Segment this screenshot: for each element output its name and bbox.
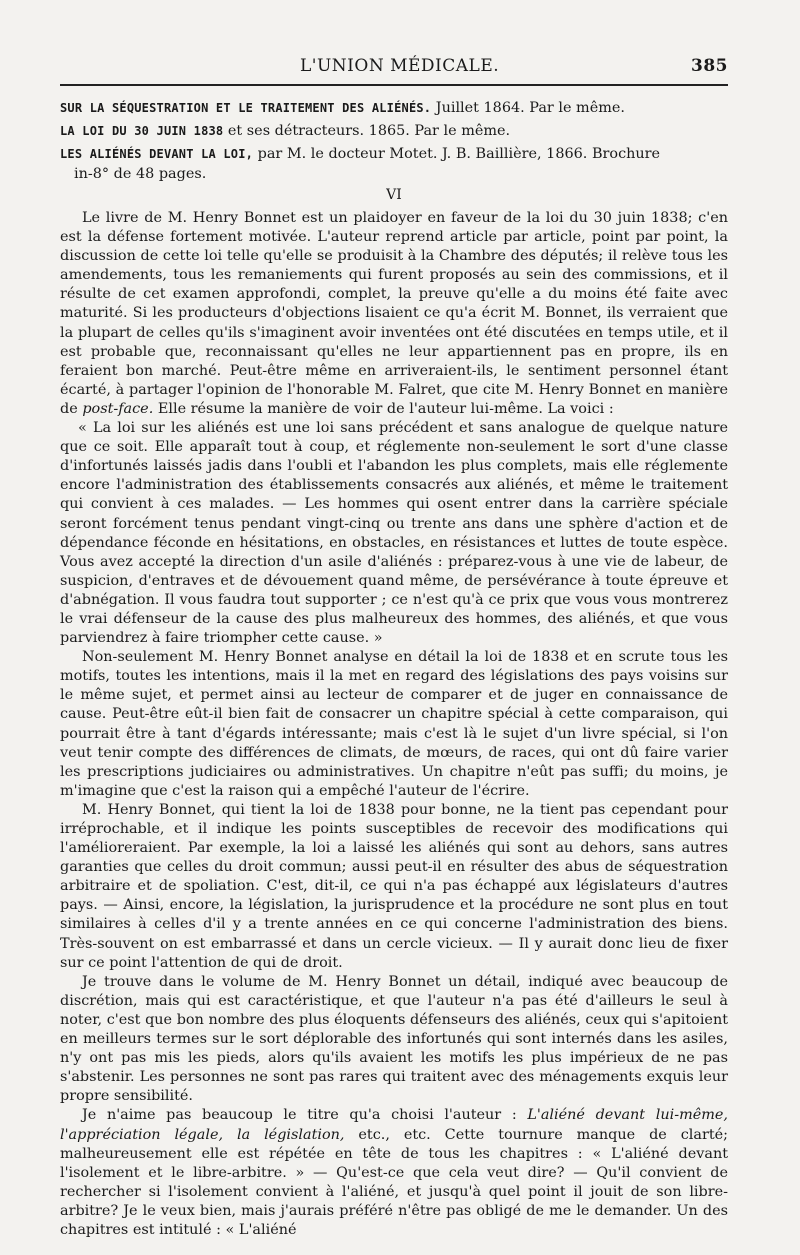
- page-number: 385: [691, 56, 728, 76]
- paragraph: M. Henry Bonnet, qui tient la loi de 1838 pour bonne, ne la tient pas cependant pour irréprochable, et il indique les points susceptibles de recevoir des modifications qui l'amélioreraient. Par exemple, la loi a laissé les aliénés qui sont au dehors, sans autres garanties que celles du droit commun; aussi peut-il en résulter des abus de séquestration arbitraire et de spoliation. C'est, dit-il, ce qui n'a pas échappé aux législateurs d'autres pays. — Ainsi, encore, la législation, la jurisprudence et la procédure ne sont plus en tout similaires à celles d'il y a trente années en ce qui concerne l'administration des biens. Très-souvent on est embarrassé et dans un cercle vicieux. — Il y aurait donc lieu de fixer sur ce point l'attention de qui de droit.: [60, 801, 728, 971]
- bibliography-list: [60, 98, 728, 184]
- header-rule: [60, 84, 728, 86]
- running-header: [60, 52, 728, 82]
- paragraph: Le livre de M. Henry Bonnet est un plaidoyer en faveur de la loi du 30 juin 1838; c'en est la défense fortement motivée. L'auteur reprend article par article, point par point, la discussion de cette loi telle qu'elle se produisit à la Chambre des députés; il relève tous les amendements, tous les remaniements qui furent proposés au sein des commissions, et il résulte de cet examen approfondi, complet, la preuve qu'elle a du moins été faite avec maturité. Si les producteurs d'objections lisaient ce qu'a écrit M. Bonnet, ils verraient que la plupart de celles qu'ils s'imaginent avoir inventées ont été discutées en temps utile, et il est probable que, reconnaissant qu'elles ne leur appartiennent pas en propre, ils en feraient bon marché. Peut-être même en arriveraient-ils, le sentiment personnel étant écarté, à partager l'opinion de l'honorable M. Falret, que cite M. Henry Bonnet en manière de post-face. Elle résume la manière de voir de l'auteur lui-même. La voici :: [60, 210, 728, 417]
- quote-paragraph: « La loi sur les aliénés est une loi sans précédent et sans analogue de quelque nature que ce soit. Elle apparaît tout à coup, et réglemente non-seulement le sort d'une classe d'infortunés laissés jadis dans l'oubli et l'abandon les plus complets, mais elle réglemente encore l'administration des établissements consacrés aux aliénés, et même le traitement qui convient à ces malades. — Les hommes qui osent entrer dans la carrière spéciale seront forcément tenus pendant vingt-cinq ou trente ans dans une sphère d'action et de dépendance féconde en hésitations, en obstacles, en résistances et luttes de toute espèce. Vous avez accepté la direction d'un asile d'aliénés : préparez-vous à une vie de labeur, de suspicion, d'entraves et de dévouement quand même, de persévérance à toute épreuve et d'abnégation. Il vous faudra tout supporter ; ce n'est qu'à ce prix que vous vous montrerez le vrai défenseur de la cause des plus malheureux des hommes, des aliénés, et que vous parviendrez à faire triompher cette cause. »: [60, 420, 728, 647]
- paragraph: Je n'aime pas beaucoup le titre qu'a choisi l'auteur : L'aliéné devant lui-même, l'appréciation légale, la législation, etc., etc. Cette tournure manque de clarté; malheureusement elle est répétée en tête de tous les chapitres : « L'aliéné devant l'isolement et le libre-arbitre. » — Qu'est-ce que cela veut dire? — Qu'il convient de rechercher si l'isolement convient à l'aliéné, et jusqu'à quel point il jouit de son libre-arbitre? Je le veux bien, mais j'aurais préféré n'être pas obligé de me le demander. Un des chapitres est intitulé : « L'aliéné: [60, 1107, 728, 1238]
- biblio-entry: SUR LA SÉQUESTRATION ET LE TRAITEMENT DES ALIÉNÉS. Juillet 1864. Par le même.: [60, 100, 625, 116]
- biblio-entry: LES ALIÉNÉS DEVANT LA LOI, par M. le docteur Motet. J. B. Baillière, 1866. Brochure in-8° de 48 pages.: [60, 146, 661, 182]
- paragraph: Je trouve dans le volume de M. Henry Bonnet un détail, indiqué avec beaucoup de discrétion, mais qui est caractéristique, et que l'auteur n'a pas été d'ailleurs le seul à noter, c'est que bon nombre des plus éloquents défenseurs des aliénés, ceux qui s'apitoient en meilleurs termes sur le sort déplorable des infortunés qui sont internés dans les asiles, n'y ont pas mis les pieds, alors qu'ils avaient les motifs les plus impérieux de ne pas s'abstenir. Les personnes ne sont pas rares qui traitent avec des ménagements exquis leur propre sensibilité.: [60, 973, 728, 1105]
- section-number: VI: [386, 187, 402, 203]
- biblio-entry: LA LOI DU 30 JUIN 1838 et ses détracteurs. 1865. Par le même.: [60, 123, 511, 139]
- running-title: L'UNION MÉDICALE.: [300, 56, 500, 76]
- paragraph: Non-seulement M. Henry Bonnet analyse en détail la loi de 1838 et en scrute tous les motifs, toutes les intentions, mais il la met en regard des législations des pays voisins sur le même sujet, et permet ainsi au lecteur de comparer et de juger en connaissance de cause. Peut-être eût-il bien fait de consacrer un chapitre spécial à cette comparaison, qui pourrait être à tant d'égards intéressante; mais c'est là le sujet d'un livre spécial, si l'on veut tenir compte des différences de climats, de mœurs, de races, qui ont dû faire varier les prescriptions judiciaires ou administratives. Un chapitre n'eût pas suffi; du moins, je m'imagine que c'est la raison qui a empêché l'auteur de l'écrire.: [60, 649, 728, 799]
- article-body: [60, 209, 728, 1240]
